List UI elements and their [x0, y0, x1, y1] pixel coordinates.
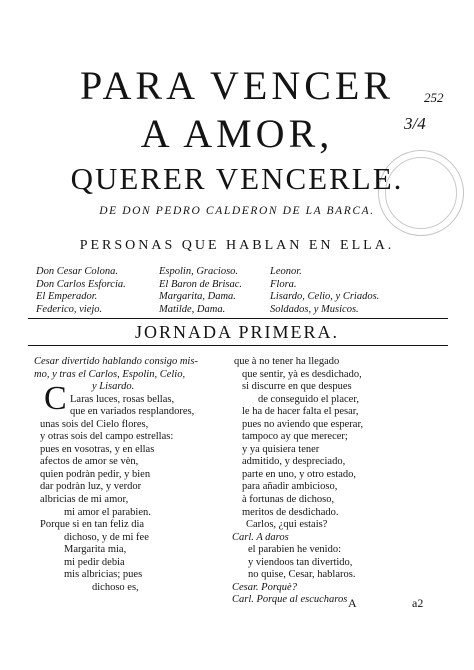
- verse-line: à fortunas de dichoso,: [242, 494, 335, 506]
- left-column: [0, 356, 238, 594]
- title-line-3: QUERER VENCERLE.: [70, 161, 404, 196]
- verse-line: mis albricias; pues: [64, 569, 143, 581]
- verse-line: de conseguido el placer,: [258, 393, 360, 405]
- verse-line: para añadir ambicioso,: [242, 481, 338, 493]
- verse-line: afectos de amor se vèn,: [40, 456, 139, 468]
- speech-line: Carl. Porque al escucharos: [232, 594, 348, 606]
- verse-line: Laras luces, rosas bellas,: [70, 393, 175, 405]
- cast-entry: Lisardo, Celio, y Criados.: [270, 291, 380, 302]
- verse-line: Carlos, ¿qui estais?: [246, 519, 328, 531]
- author-line: DE DON PEDRO CALDERON DE LA BARCA.: [99, 205, 375, 217]
- verse-line: dichoso, y de mi fee: [64, 531, 149, 543]
- verse-line: que en variados resplandores,: [70, 406, 195, 418]
- verse-line: dar podràn luz, y verdor: [40, 481, 142, 493]
- verse-line: el parabien he venido:: [248, 544, 342, 556]
- cast-entry: Soldados, y Musicos.: [270, 303, 359, 315]
- verse-line: parte en uno, y otro estado,: [242, 468, 357, 480]
- verse-line: mi amor el parabien.: [64, 506, 151, 518]
- verse-line: dichoso es,: [92, 581, 139, 593]
- cast-entry: Matilde, Dama.: [159, 303, 226, 315]
- verse-line: que à no tener ha llegado: [234, 356, 340, 367]
- verse-line: pues no aviendo que esperar,: [242, 418, 364, 430]
- verse-line: no quise, Cesar, hablaros.: [248, 569, 356, 581]
- cast-entry: Margarita, Dama.: [159, 291, 236, 302]
- verse-line: meritos de desdichado.: [242, 506, 339, 518]
- bottom-rule: [28, 345, 448, 346]
- marginal-note: 3/4: [404, 114, 426, 133]
- cast-column-1: [36, 266, 126, 316]
- title-line-1: PARA VENCER: [79, 63, 395, 108]
- verse-line: admitido, y despreciado,: [242, 456, 346, 468]
- speech-line: Cesar. Porquè?: [232, 581, 297, 593]
- verse-line: que sentir, yà es desdichado,: [242, 368, 362, 380]
- right-column: [228, 356, 468, 607]
- verse-line: y ya quisiera tener: [242, 443, 320, 455]
- verse-line: quien podràn pedir, y bien: [40, 468, 151, 480]
- verse-line: tampoco ay que merecer;: [242, 431, 348, 443]
- folio-number: 252: [424, 90, 444, 105]
- catchword: A: [348, 596, 357, 610]
- cast-entry: Don Carlos Esforcia.: [36, 278, 126, 290]
- verse-line: y viendoos tan divertido,: [248, 556, 353, 568]
- verse-line: le ha de hacer falta el pesar,: [242, 406, 359, 418]
- jornada-heading: JORNADA PRIMERA.: [134, 322, 340, 342]
- verse-line: pues en vosotras, y en ellas: [40, 443, 155, 455]
- verse-line: unas sois del Cielo flores,: [40, 418, 149, 430]
- verse-line: si discurre en que despues: [242, 381, 352, 393]
- cast-entry: El Baron de Brisac.: [159, 278, 243, 290]
- cast-entry: El Emperador.: [36, 291, 98, 302]
- drop-cap: C: [44, 380, 67, 417]
- stage-direction: Cesar divertido hablando consigo mis-: [34, 356, 198, 367]
- verse-line: mi pedir debia: [64, 556, 125, 568]
- verse-line: y otras sois del campo estrellas:: [40, 431, 174, 443]
- verse-line: Porque si en tan feliz dia: [40, 519, 145, 531]
- stage-direction: y Lisardo.: [92, 381, 135, 393]
- title-line-2: A AMOR,: [140, 111, 334, 156]
- personas-heading: PERSONAS QUE HABLAN EN ELLA.: [79, 238, 395, 253]
- cast-entry: Flora.: [270, 278, 297, 290]
- cast-entry: Don Cesar Colona.: [36, 266, 118, 277]
- cast-entry: Federico, viejo.: [36, 303, 103, 315]
- signature-mark: a2: [412, 596, 424, 610]
- cast-column-3: [270, 266, 379, 316]
- cast-column-2: [159, 266, 242, 316]
- cast-entry: Leonor.: [270, 266, 302, 277]
- verse-line: albricias de mi amor,: [40, 494, 129, 506]
- top-rule: [28, 318, 448, 319]
- speech-line: Carl. A daros: [232, 531, 289, 543]
- cast-entry: Espolin, Gracioso.: [159, 266, 239, 277]
- stage-direction: mo, y tras el Carlos, Espolin, Celio,: [34, 368, 186, 380]
- verse-line: Margarita mia,: [64, 544, 127, 556]
